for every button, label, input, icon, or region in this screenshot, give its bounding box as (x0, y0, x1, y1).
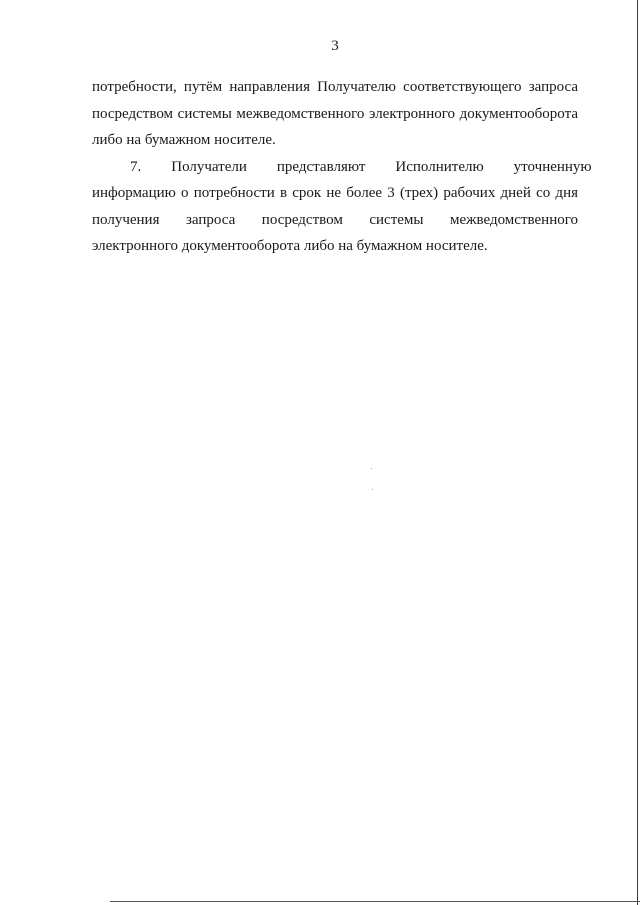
scan-edge-bottom (110, 901, 640, 902)
text-line: получения запроса посредством системы межведомственного (92, 211, 578, 228)
text-line: информацию о потребности в срок не более 3 (трех) рабочих дней со дня (92, 185, 578, 201)
scan-speck (372, 489, 373, 490)
text-line: потребности, путём направления Получателю соответствующего запроса (92, 79, 578, 95)
scan-speck (371, 468, 372, 469)
text-line: посредством системы межведомственного электронного документооборота (92, 105, 578, 122)
text-line: электронного документооборота либо на бумажном носителе. (92, 238, 488, 254)
text-line: 7. Получатели представляют Исполнителю уточненную (130, 158, 592, 175)
continued-paragraph (92, 74, 578, 154)
scan-edge-right (637, 0, 638, 905)
page-number: 3 (331, 38, 339, 54)
paragraph-item-7 (92, 154, 592, 260)
document-body (92, 74, 592, 260)
text-line: либо на бумажном носителе. (92, 132, 276, 148)
